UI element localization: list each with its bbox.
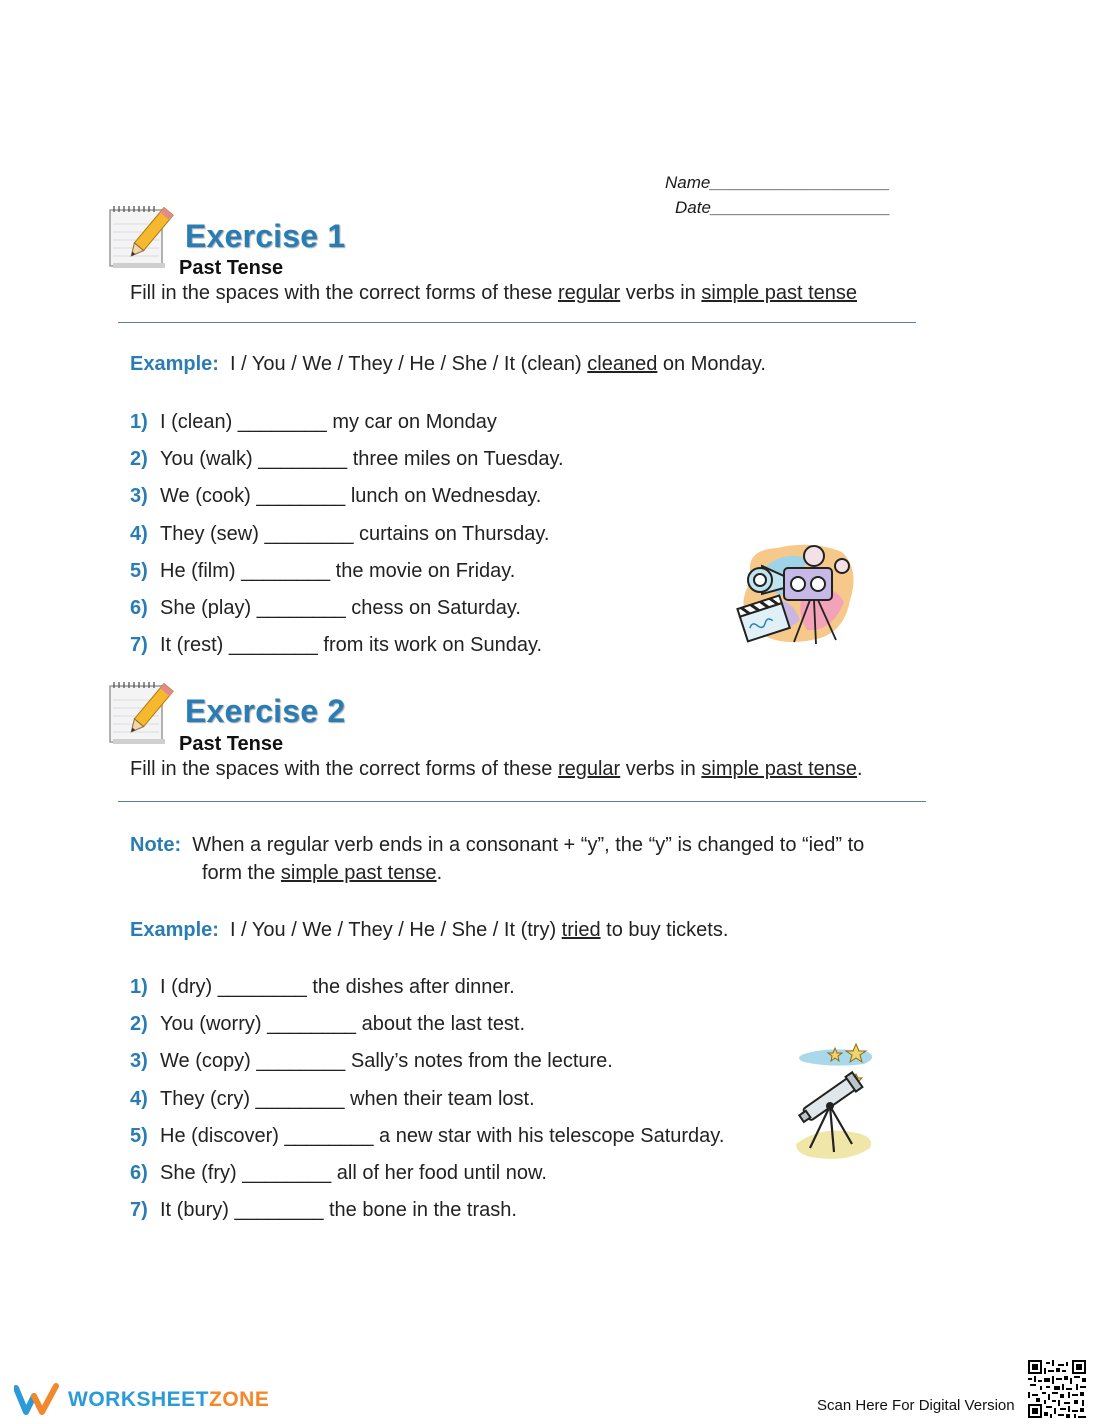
list-item[interactable] xyxy=(130,634,564,671)
exercise-2-title: Exercise 2 xyxy=(185,693,346,729)
list-item[interactable] xyxy=(130,448,564,485)
note-text: form the xyxy=(202,862,281,884)
example-text: I / You / We / They / He / She / It (try) xyxy=(218,919,562,941)
date-blank: ___________________ xyxy=(710,198,891,217)
worksheetzone-logo-icon xyxy=(14,1382,62,1418)
note-text: . xyxy=(436,862,443,884)
item-number: 5) xyxy=(130,1124,148,1147)
exercise-2-instruction xyxy=(130,758,863,781)
item-number: 7) xyxy=(130,634,148,657)
exercise-1-subtitle: Past Tense xyxy=(179,257,284,279)
item-text: It (bury) ________ the bone in the trash. xyxy=(160,1199,517,1222)
list-item[interactable] xyxy=(130,597,564,634)
list-item[interactable] xyxy=(130,1162,724,1199)
exercise-2-note-line2 xyxy=(202,862,442,885)
item-text: He (film) ________ the movie on Friday. xyxy=(160,559,516,582)
item-text: You (worry) ________ about the last test. xyxy=(160,1013,526,1036)
item-number: 1) xyxy=(130,976,148,998)
notepad-pencil-icon xyxy=(104,676,178,748)
example-text: on Monday. xyxy=(657,353,766,375)
instruction-regular: regular xyxy=(557,282,621,304)
scan-text: Scan Here For Digital Version xyxy=(817,1397,1015,1414)
exercise-2-note xyxy=(130,834,864,857)
exercise-1-instruction xyxy=(130,282,857,305)
exercise-2-subtitle: Past Tense xyxy=(179,733,284,755)
telescope-clipart-icon xyxy=(790,1040,882,1162)
exercise-1-example xyxy=(130,353,766,376)
list-item[interactable] xyxy=(130,1199,724,1236)
exercise-1-list xyxy=(130,411,564,671)
note-label: Note: xyxy=(130,834,182,856)
item-text: They (sew) ________ curtains on Thursday. xyxy=(160,522,550,545)
note-text: When a regular verb ends in a consonant + “y”, the “y” is changed to “ied” to xyxy=(181,834,865,856)
brand-name[interactable] xyxy=(68,1388,269,1412)
item-text: We (cook) ________ lunch on Wednesday. xyxy=(160,485,542,508)
brand-part-worksheet: WORKSHEET xyxy=(68,1388,209,1411)
item-text: It (rest) ________ from its work on Sunday. xyxy=(160,634,543,657)
item-number: 6) xyxy=(130,1161,148,1184)
item-text: They (cry) ________ when their team lost. xyxy=(160,1087,535,1110)
instruction-text: verbs in xyxy=(620,758,702,780)
item-number: 2) xyxy=(130,1013,148,1036)
divider xyxy=(118,322,916,323)
item-number: 5) xyxy=(130,559,148,582)
example-label: Example: xyxy=(130,919,219,941)
instruction-text: . xyxy=(857,758,863,780)
item-text: You (walk) ________ three miles on Tuesday. xyxy=(160,448,564,471)
date-label: Date xyxy=(675,198,711,217)
instruction-regular: regular xyxy=(557,758,621,780)
item-number: 6) xyxy=(130,596,148,619)
list-item[interactable] xyxy=(130,1125,724,1162)
item-text: He (discover) ________ a new star with his telescope Saturday. xyxy=(160,1124,725,1147)
example-answer: cleaned xyxy=(587,353,658,375)
notepad-pencil-icon xyxy=(104,200,178,272)
item-text: She (play) ________ chess on Saturday. xyxy=(160,596,521,619)
example-text: I / You / We / They / He / She / It (clean) xyxy=(218,353,588,375)
instruction-text: Fill in the spaces with the correct forms of these xyxy=(130,758,558,780)
item-number: 1) xyxy=(130,411,148,433)
item-number: 3) xyxy=(130,485,148,508)
instruction-text: Fill in the spaces with the correct forms of these xyxy=(130,282,558,304)
qr-code-icon[interactable] xyxy=(1028,1360,1086,1418)
instruction-simple-past: simple past tense xyxy=(701,758,858,780)
item-number: 2) xyxy=(130,448,148,471)
name-label: Name xyxy=(665,173,711,192)
list-item[interactable] xyxy=(130,560,564,597)
item-text: She (fry) ________ all of her food until now. xyxy=(160,1161,547,1184)
item-number: 7) xyxy=(130,1199,148,1222)
movie-camera-clipart-icon xyxy=(732,540,862,650)
instruction-text: verbs in xyxy=(620,282,702,304)
item-text: We (copy) ________ Sally’s notes from the lecture. xyxy=(160,1050,613,1073)
example-answer: tried xyxy=(561,919,601,941)
item-number: 3) xyxy=(130,1050,148,1073)
exercise-2-list xyxy=(130,976,724,1236)
note-simple-past: simple past tense xyxy=(280,862,437,884)
exercise-2-example xyxy=(130,919,728,942)
name-blank: ___________________ xyxy=(710,173,890,192)
list-item[interactable] xyxy=(130,976,724,1013)
example-label: Example: xyxy=(130,353,219,375)
list-item[interactable] xyxy=(130,411,564,448)
exercise-1-title: Exercise 1 xyxy=(185,218,346,254)
item-number: 4) xyxy=(130,1087,148,1110)
date-field[interactable] xyxy=(675,198,891,218)
brand-part-zone: ZONE xyxy=(209,1388,270,1411)
item-text: I (clean) ________ my car on Monday xyxy=(160,411,497,433)
divider xyxy=(118,801,926,802)
name-field[interactable] xyxy=(665,173,890,193)
item-number: 4) xyxy=(130,522,148,545)
list-item[interactable] xyxy=(130,485,564,522)
item-text: I (dry) ________ the dishes after dinner. xyxy=(160,976,515,998)
list-item[interactable] xyxy=(130,1013,724,1050)
list-item[interactable] xyxy=(130,1088,724,1125)
list-item[interactable] xyxy=(130,523,564,560)
instruction-simple-past: simple past tense xyxy=(701,282,858,304)
list-item[interactable] xyxy=(130,1050,724,1087)
example-text: to buy tickets. xyxy=(600,919,729,941)
